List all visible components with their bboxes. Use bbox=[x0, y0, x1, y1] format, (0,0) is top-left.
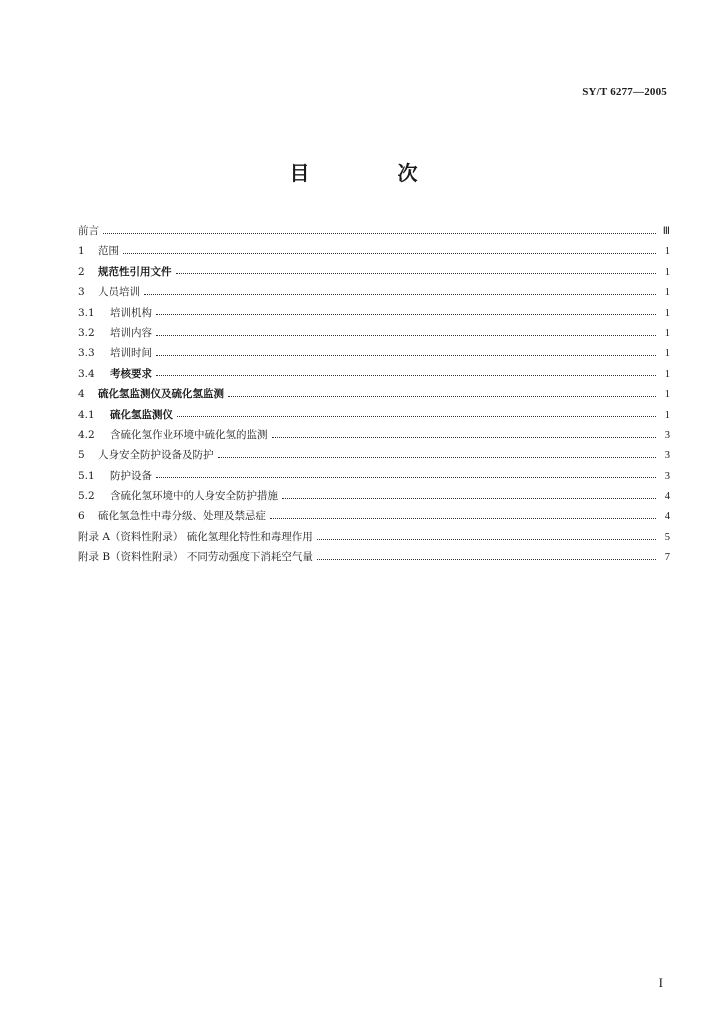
toc-entry-page: 1 bbox=[664, 368, 670, 380]
toc-entry[interactable] bbox=[78, 323, 670, 343]
toc-entry-number: 5.1 bbox=[78, 469, 95, 482]
toc-entry-page: 7 bbox=[664, 552, 670, 564]
toc-entry-label: 含硫化氢作业环境中硫化氢的监测 bbox=[110, 428, 268, 441]
toc-entry-label: 含硫化氢环境中的人身安全防护措施 bbox=[110, 490, 278, 503]
toc-entry[interactable] bbox=[78, 384, 670, 404]
page-number: I bbox=[658, 975, 663, 990]
toc-entry-number: 4 bbox=[78, 388, 85, 401]
toc-entry-number: 3.2 bbox=[78, 326, 95, 339]
toc-entry[interactable] bbox=[78, 221, 670, 241]
toc-entry[interactable] bbox=[78, 241, 670, 261]
toc-entry-number: 3.1 bbox=[78, 306, 95, 319]
toc-entry-number: 4.2 bbox=[78, 428, 95, 441]
toc-entry-page: Ⅲ bbox=[662, 226, 670, 237]
toc-entry-number: 5 bbox=[78, 449, 85, 462]
toc-entry-label: 防护设备 bbox=[110, 469, 152, 482]
toc-entry-page: 3 bbox=[664, 470, 670, 482]
toc-entry-number: 3 bbox=[78, 286, 85, 299]
dot-leader bbox=[317, 559, 656, 560]
toc-entry-page: 1 bbox=[664, 307, 670, 319]
toc-entry-page: 1 bbox=[664, 348, 670, 360]
toc-entry[interactable] bbox=[78, 547, 670, 567]
toc-entry-number: 1 bbox=[78, 245, 85, 258]
toc-entry-page: 4 bbox=[664, 511, 670, 523]
toc-entry[interactable] bbox=[78, 425, 670, 445]
toc-entry-page: 1 bbox=[664, 409, 670, 421]
toc-entry-number: 3.4 bbox=[78, 367, 95, 380]
dot-leader bbox=[123, 253, 656, 254]
toc-entry-number: 2 bbox=[78, 265, 85, 278]
toc-entry[interactable] bbox=[78, 262, 670, 282]
toc-entry[interactable] bbox=[78, 445, 670, 465]
toc-entry-number: 6 bbox=[78, 510, 85, 523]
toc-entry-page: 4 bbox=[664, 491, 670, 503]
dot-leader bbox=[156, 477, 656, 478]
toc-entry-label: 前言 bbox=[78, 225, 99, 237]
toc-entry-label: 规范性引用文件 bbox=[98, 265, 172, 278]
dot-leader bbox=[156, 375, 656, 376]
toc-entry-label: 培训内容 bbox=[110, 326, 152, 339]
toc-entry-label: 培训时间 bbox=[110, 347, 152, 360]
toc-entry[interactable] bbox=[78, 364, 670, 384]
toc-entry-label: 附录 B（资料性附录） 不同劳动强度下消耗空气量 bbox=[78, 551, 313, 564]
toc-entry[interactable] bbox=[78, 527, 670, 547]
toc-entry-label: 考核要求 bbox=[110, 367, 152, 380]
dot-leader bbox=[218, 457, 657, 458]
toc-entry[interactable] bbox=[78, 282, 670, 302]
toc-entry-page: 1 bbox=[664, 246, 670, 258]
toc-entry-page: 3 bbox=[664, 429, 670, 441]
dot-leader bbox=[228, 396, 656, 397]
toc-entry[interactable] bbox=[78, 506, 670, 526]
dot-leader bbox=[103, 233, 656, 234]
toc-entry-number: 3.3 bbox=[78, 347, 95, 360]
toc-entry-label: 硫化氢监测仪 bbox=[110, 408, 173, 421]
toc-entry-label: 硫化氢急性中毒分级、处理及禁忌症 bbox=[98, 510, 266, 523]
toc-entry-label: 人员培训 bbox=[98, 286, 140, 299]
toc-entry-label: 附录 A（资料性附录） 硫化氢理化特性和毒理作用 bbox=[78, 530, 313, 543]
toc-entry-label: 人身安全防护设备及防护 bbox=[98, 449, 214, 462]
table-of-contents bbox=[78, 221, 670, 568]
dot-leader bbox=[270, 518, 656, 519]
dot-leader bbox=[272, 437, 657, 438]
dot-leader bbox=[156, 314, 656, 315]
dot-leader bbox=[282, 498, 656, 499]
dot-leader bbox=[156, 355, 656, 356]
dot-leader bbox=[177, 416, 656, 417]
toc-entry[interactable] bbox=[78, 303, 670, 323]
page-title: 目 次 bbox=[289, 161, 452, 185]
toc-entry-page: 1 bbox=[664, 266, 670, 278]
toc-entry[interactable] bbox=[78, 405, 670, 425]
dot-leader bbox=[144, 294, 656, 295]
dot-leader bbox=[176, 273, 657, 274]
toc-entry-number: 5.2 bbox=[78, 490, 95, 503]
dot-leader bbox=[156, 335, 656, 336]
toc-entry-page: 1 bbox=[664, 287, 670, 299]
toc-entry-page: 1 bbox=[664, 389, 670, 401]
toc-entry-page: 3 bbox=[664, 450, 670, 462]
toc-entry[interactable] bbox=[78, 466, 670, 486]
dot-leader bbox=[317, 539, 656, 540]
toc-entry-number: 4.1 bbox=[78, 408, 95, 421]
toc-entry[interactable] bbox=[78, 486, 670, 506]
standard-code: SY/T 6277—2005 bbox=[582, 86, 667, 98]
toc-entry[interactable] bbox=[78, 343, 670, 363]
toc-entry-label: 培训机构 bbox=[110, 306, 152, 319]
toc-entry-page: 1 bbox=[664, 327, 670, 339]
toc-entry-page: 5 bbox=[664, 531, 670, 543]
toc-entry-label: 硫化氢监测仪及硫化氢监测 bbox=[98, 388, 224, 401]
toc-entry-label: 范围 bbox=[98, 245, 119, 258]
